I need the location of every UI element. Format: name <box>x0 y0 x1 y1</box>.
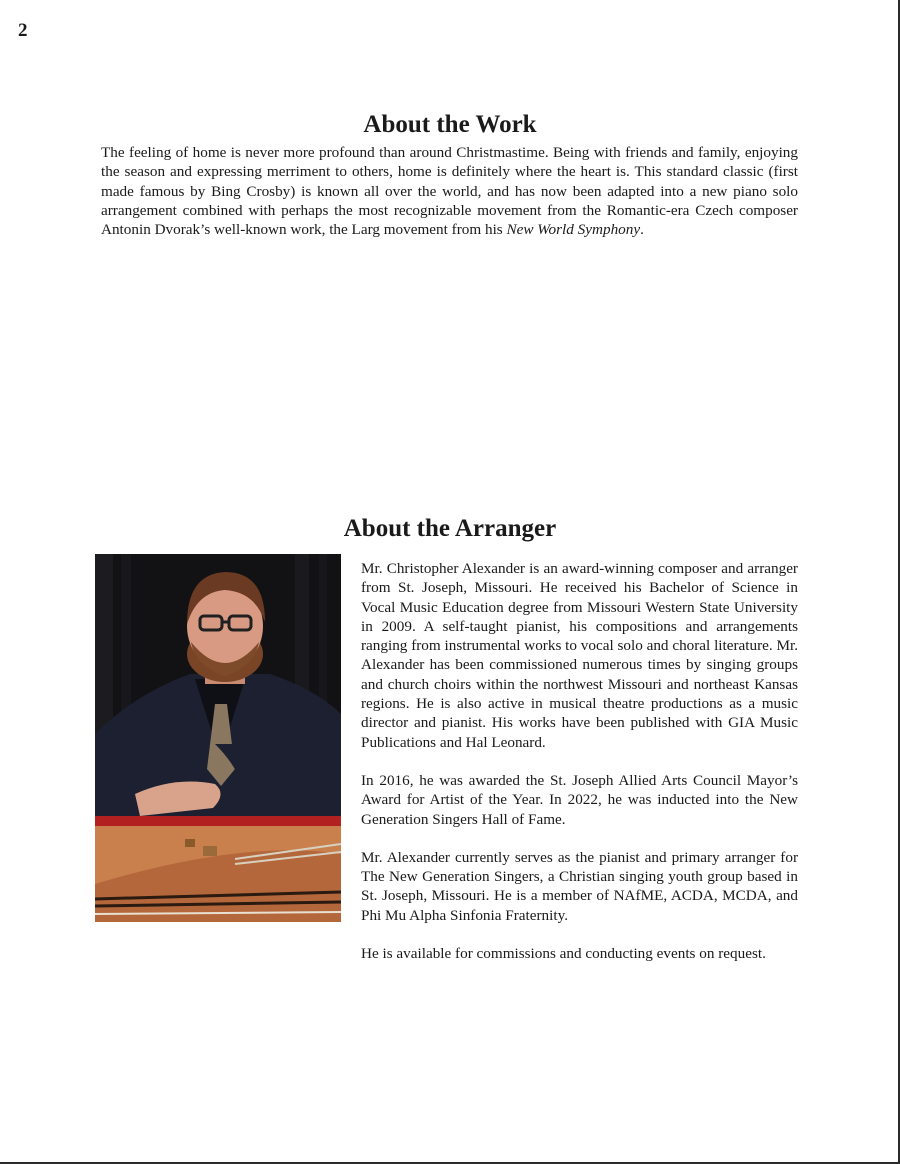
bio-paragraph-1: Mr. Christopher Alexander is an award-winning composer and arranger from St. Joseph, Missouri. He received his Bachelor of Science in Vocal Music Education degree from Missouri Western State University in 2009. A self-taught pianist, his compositions and arrangements ranging from instrumental works to vocal solo and choral literature. Mr. Alexander has been commissioned numerous times by singing groups and church choirs within the northwest Missouri and northeast Kansas regions. He is also active in musical theatre productions as a music director and pianist. His works have been published with GIA Music Publications and Hal Leonard. <box>361 560 798 751</box>
about-work-closing: . <box>640 221 644 239</box>
bio-paragraph-2: In 2016, he was awarded the St. Joseph Allied Arts Council Mayor’s Award for Artist of the Year. In 2022, he was inducted into the New Generation Singers Hall of Fame. <box>361 771 798 828</box>
about-work-title: About the Work <box>363 111 537 138</box>
about-work-text: The feeling of home is never more profound than around Christmastime. Being with friends and family, enjoying the season and expressing merriment to others, home is definitely where the heart is. This standard classic (first made famous by Bing Crosby) is known all over the world, and has now been adapted into a new piano solo arrangement combined with perhaps the most recognizable movement from the Romantic-era Czech composer Antonin Dvorak’s well-known work, the Larg movement from his <box>101 144 798 239</box>
arranger-bio <box>361 559 798 982</box>
portrait-icon <box>95 554 341 922</box>
arranger-portrait-photo <box>95 554 341 922</box>
symphony-title: New World Symphony <box>506 221 641 239</box>
about-arranger-title: About the Arranger <box>343 515 557 542</box>
bio-paragraph-4: He is available for commissions and conducting events on request. <box>361 945 766 963</box>
page-number: 2 <box>18 20 28 41</box>
bio-paragraph-3: Mr. Alexander currently serves as the pianist and primary arranger for The New Generation Singers, a Christian singing youth group based in St. Joseph, Missouri. He is a member of NAfME, ACDA, MCDA, and Phi Mu Alpha Sinfonia Fraternity. <box>361 848 798 924</box>
about-work-body <box>101 143 798 239</box>
